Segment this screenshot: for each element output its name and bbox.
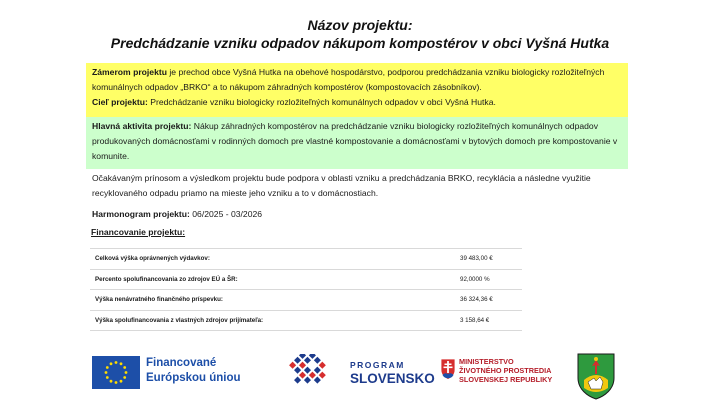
project-title: Predchádzanie vzniku odpadov nákupom kompostérov v obci Vyšná Hutka bbox=[110, 35, 610, 51]
title-block bbox=[0, 16, 720, 52]
eu-flag-icon bbox=[92, 356, 140, 389]
financing-row-value: 39 483,00 € bbox=[400, 249, 522, 270]
schedule-value: 06/2025 - 03/2026 bbox=[189, 209, 263, 219]
intent-goal-section bbox=[86, 63, 628, 117]
goal-paragraph bbox=[92, 95, 623, 110]
village-coat-of-arms-icon bbox=[576, 352, 616, 400]
project-name-label: Názov projektu: bbox=[307, 17, 413, 33]
ministry-text bbox=[459, 357, 552, 385]
eu-text-line2: Európskou úniou bbox=[146, 372, 241, 384]
table-row bbox=[90, 249, 522, 270]
table-row bbox=[90, 269, 522, 290]
intent-label: Zámerom projektu bbox=[92, 67, 167, 77]
program-slovensko-icon bbox=[276, 354, 346, 392]
table-row bbox=[90, 290, 522, 311]
schedule-paragraph bbox=[86, 207, 628, 222]
eu-funding-text bbox=[146, 356, 241, 386]
intent-paragraph bbox=[92, 65, 623, 95]
financing-row-label: Celková výška oprávnených výdavkov: bbox=[90, 249, 400, 270]
ministry-line3: SLOVENSKEJ REPUBLIKY bbox=[459, 375, 553, 385]
goal-text: Predchádzanie vzniku biologicky rozložiteľných komunálnych odpadov v obci Vyšná Hutka. bbox=[147, 97, 496, 107]
eu-text-line1: Financované bbox=[146, 357, 217, 369]
main-activity-section bbox=[86, 117, 628, 169]
ministry-line2: ŽIVOTNÉHO PROSTREDIA bbox=[459, 366, 552, 376]
ministry-line1: MINISTERSTVO bbox=[459, 357, 514, 366]
goal-label: Cieľ projektu: bbox=[92, 97, 148, 107]
program-label: PROGRAM bbox=[350, 360, 405, 370]
benefits-paragraph: Očakávaným prínosom a výsledkom projektu bude podpora v oblasti vzniku a predchádzania BRKO, recyklácia a následne využitie recyklovaného odpadu priamo na mieste jeho vzniku a to v domácnostiach. bbox=[92, 173, 591, 198]
financing-row-value: 92,0000 % bbox=[400, 269, 522, 290]
financing-row-label: Výška spolufinancovania z vlastných zdrojov prijímateľa: bbox=[90, 310, 400, 331]
financing-table bbox=[90, 248, 522, 331]
logo-strip bbox=[0, 348, 720, 408]
intent-text: je prechod obce Vyšná Hutka na obehové hospodárstvo, podporou predchádzania vzniku biologicky rozložiteľných komunálnych odpadov „BRKO“ a to nákupom záhradných kompostérov (kompostovacích zásobníkov). bbox=[92, 67, 605, 92]
main-activity-text: Nákup záhradných kompostérov na predchádzanie vzniku biologicky rozložiteľných komunálnych odpadov produkovaných domácnosťami v rodinných domoch pre vlastné kompostovanie a domácnosťami v bytových domoch pre kompostovanie v komunite. bbox=[92, 121, 618, 161]
financing-row-label: Percento spolufinancovania zo zdrojov EÚ a ŠR: bbox=[90, 269, 400, 290]
slovak-coat-of-arms-icon bbox=[440, 358, 456, 380]
financing-row-value: 3 158,64 € bbox=[400, 310, 522, 331]
financing-heading: Financovanie projektu: bbox=[91, 227, 186, 237]
table-row bbox=[90, 310, 522, 331]
program-name: SLOVENSKO bbox=[350, 371, 435, 386]
financing-row-label: Výška nenávratného finančného príspevku: bbox=[90, 290, 400, 311]
schedule-label: Harmonogram projektu: bbox=[92, 209, 190, 219]
program-slovensko-text bbox=[350, 360, 435, 386]
main-activity-label: Hlavná aktivita projektu: bbox=[92, 121, 192, 131]
financing-row-value: 36 324,36 € bbox=[400, 290, 522, 311]
